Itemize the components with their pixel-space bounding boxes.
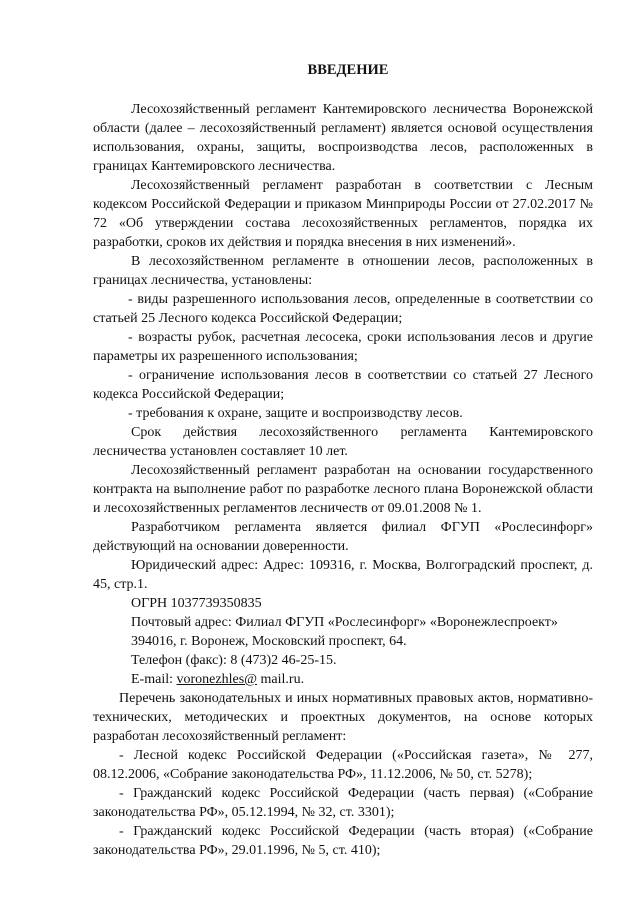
established-item-protection-requirements: - требования к охране, защите и воспроизводству лесов.: [128, 406, 463, 421]
postal-address-line-2: 394016, г. Воронеж, Московский проспект, 64.: [131, 634, 407, 649]
paragraph-contract-basis: Лесохозяйственный регламент разработан на основании государственного контракта на выполнение работ по разработке лесного плана Воронежской области и лесохозяйственных регламентов лесничеств от 09.01.2008 № 1.: [93, 463, 593, 516]
email-domain: mail.ru.: [257, 672, 305, 687]
email-label: E-mail:: [131, 672, 177, 687]
paragraph-intro: Лесохозяйственный регламент Кантемировского лесничества Воронежской области (далее – лесохозяйственный регламент) является основой осуществления использования, охраны, защиты, воспроизводства лесов, расположенных в границах Кантемировского лесничества.: [93, 102, 593, 174]
paragraph-legal-address: Юридический адрес: Адрес: 109316, г. Москва, Волгоградский проспект, д. 45, стр.1.: [93, 558, 593, 592]
paragraph-legal-acts-intro: Перечень законодательных и иных нормативных правовых актов, нормативно-технических, методических и проектных документов, на основе которых разработан лесохозяйственный регламент:: [93, 691, 593, 744]
email-line: [93, 670, 593, 689]
document-body: [93, 60, 593, 860]
legal-act-item-civil-code-part-1: - Гражданский кодекс Российской Федерации (часть первая) («Собрание законодательства РФ», 05.12.1994, № 32, ст. 3301);: [93, 786, 593, 820]
paragraph-legal-basis: Лесохозяйственный регламент разработан в соответствии с Лесным кодексом Российской Федерации и приказом Минприроды России от 27.02.2017 № 72 «Об утверждении состава лесохозяйственных регламентов, порядка их разработки, сроков их действия и порядка внесения в них изменений».: [93, 178, 593, 250]
ogrn-line: ОГРН 1037739350835: [131, 596, 262, 611]
legal-act-item-forest-code: - Лесной кодекс Российской Федерации («Российская газета», № 277, 08.12.2006, «Собрание законодательства РФ», 11.12.2006, № 50, ст. 5278);: [93, 748, 593, 782]
document-title: ВВЕДЕНИЕ: [307, 62, 389, 78]
established-item-usage-types: - виды разрешенного использования лесов, определенные в соответствии со статьей 25 Лесного кодекса Российской Федерации;: [93, 292, 593, 326]
postal-address-line-1: Почтовый адрес: Филиал ФГУП «Рослесинфорг» «Воронежлеспроект»: [131, 615, 558, 630]
paragraph-validity-period: Срок действия лесохозяйственного регламента Кантемировского лесничества установлен составляет 10 лет.: [93, 425, 593, 459]
paragraph-established-list-intro: В лесохозяйственном регламенте в отношении лесов, расположенных в границах лесничества, установлены:: [93, 254, 593, 288]
established-item-felling-ages: - возрасты рубок, расчетная лесосека, сроки использования лесов и другие параметры их разрешенного использования;: [93, 330, 593, 364]
paragraph-developer: Разработчиком регламента является филиал ФГУП «Рослесинфорг» действующий на основании доверенности.: [93, 520, 593, 554]
established-item-usage-restrictions: - ограничение использования лесов в соответствии со статьей 27 Лесного кодекса Российской Федерации;: [93, 368, 593, 402]
legal-act-item-civil-code-part-2: - Гражданский кодекс Российской Федерации (часть вторая) («Собрание законодательства РФ», 29.01.1996, № 5, ст. 410);: [93, 824, 593, 858]
email-link[interactable]: voronezhles@: [176, 672, 258, 687]
phone-line: Телефон (факс): 8 (473)2 46-25-15.: [131, 653, 337, 668]
